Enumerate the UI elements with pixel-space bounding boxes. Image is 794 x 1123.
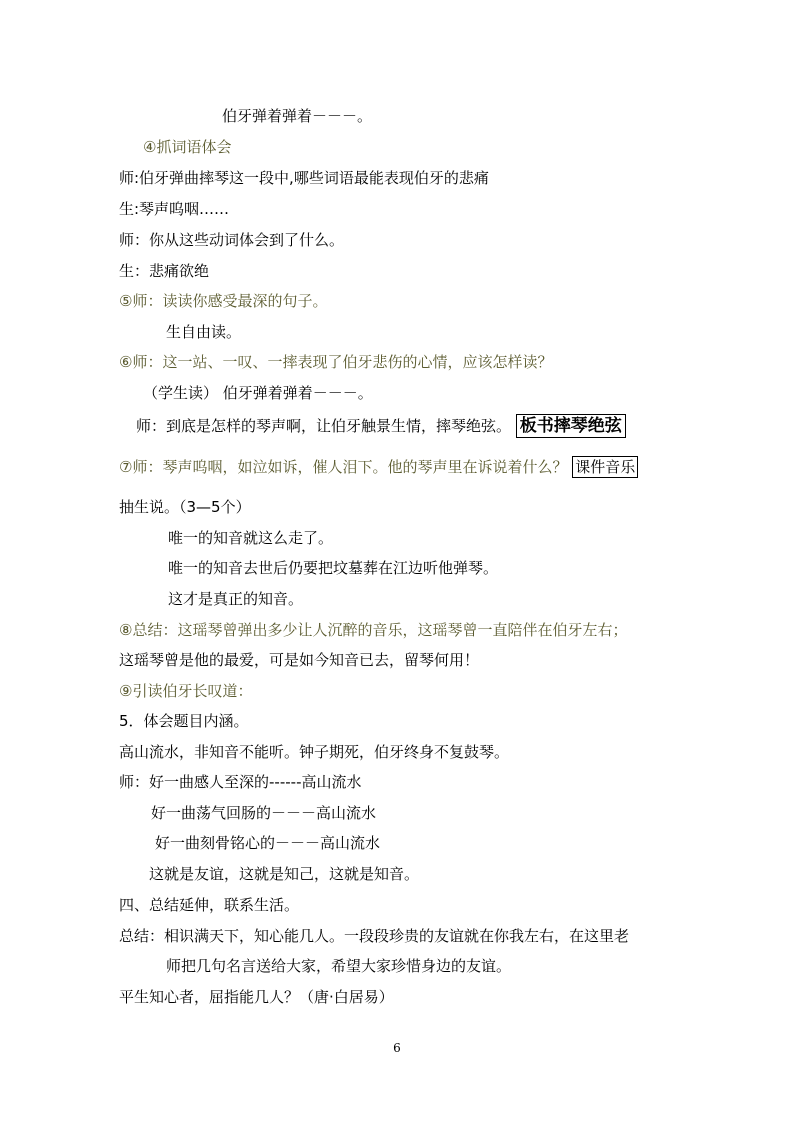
courseware-note-box: 课件音乐 xyxy=(572,456,638,478)
text-line: ⑥师：这一站、一叹、一摔表现了伯牙悲伤的心情，应该怎样读？ xyxy=(119,353,553,371)
text-line: 这就是友谊，这就是知己，这就是知音。 xyxy=(149,865,420,883)
text-line: ④抓词语体会 xyxy=(143,138,232,156)
page-number: 6 xyxy=(393,1041,401,1055)
text-line: 生:琴声呜咽…… xyxy=(119,200,230,218)
text-line: 唯一的知音就这么走了。 xyxy=(168,529,334,547)
text-line: 师：好一曲感人至深的------高山流水 xyxy=(119,773,362,791)
text-line-with-box xyxy=(136,414,626,438)
text-line: （学生读） 伯牙弹着弹着－－－。 xyxy=(143,384,373,402)
text-line: 好一曲荡气回肠的－－－高山流水 xyxy=(151,804,377,822)
board-note-box: 板书摔琴绝弦 xyxy=(516,414,626,438)
text-line: 师:伯牙弹曲摔琴这一段中,哪些词语最能表现伯牙的悲痛 xyxy=(119,169,489,187)
text-line: 师：你从这些动词体会到了什么。 xyxy=(119,231,345,249)
text-line: ⑧总结：这瑶琴曾弹出多少让人沉醉的音乐，这瑶琴曾一直陪伴在伯牙左右； xyxy=(119,621,628,639)
text-line: 平生知心者，屈指能几人？（唐·白居易） xyxy=(119,988,394,1006)
text-line: 生：悲痛欲绝 xyxy=(119,262,210,280)
text-line: ⑤师：读读你感受最深的句子。 xyxy=(119,292,328,310)
text-line: 四、总结延伸，联系生活。 xyxy=(119,896,300,914)
text-line: 这才是真正的知音。 xyxy=(168,590,304,608)
text-line: 抽生说。（3—5个） xyxy=(119,498,251,516)
text-line: 这瑶琴曾是他的最爱，可是如今知音已去，留琴何用！ xyxy=(119,651,480,669)
text-line: 高山流水，非知音不能听。钟子期死，伯牙终身不复鼓琴。 xyxy=(119,743,510,761)
text-segment: 师：到底是怎样的琴声啊，让伯牙触景生情，摔琴绝弦。 xyxy=(136,417,512,435)
text-line: 总结：相识满天下，知心能几人。一段段珍贵的友谊就在你我左右，在这里老 xyxy=(119,927,630,945)
text-line: 师把几句名言送给大家，希望大家珍惜身边的友谊。 xyxy=(166,957,512,975)
text-line: 生自由读。 xyxy=(166,323,242,341)
text-line: 唯一的知音去世后仍要把坟墓葬在江边听他弹琴。 xyxy=(168,559,499,577)
text-line: ⑨引读伯牙长叹道： xyxy=(119,682,253,700)
text-line: 5．体会题目内涵。 xyxy=(119,712,249,730)
text-line: 伯牙弹着弹着－－－。 xyxy=(222,107,373,125)
text-line: 好一曲刻骨铭心的－－－高山流水 xyxy=(155,834,381,852)
text-segment: ⑦师：琴声呜咽，如泣如诉，催人泪下。他的琴声里在诉说着什么？ xyxy=(119,458,568,476)
text-line-with-box xyxy=(119,456,638,478)
